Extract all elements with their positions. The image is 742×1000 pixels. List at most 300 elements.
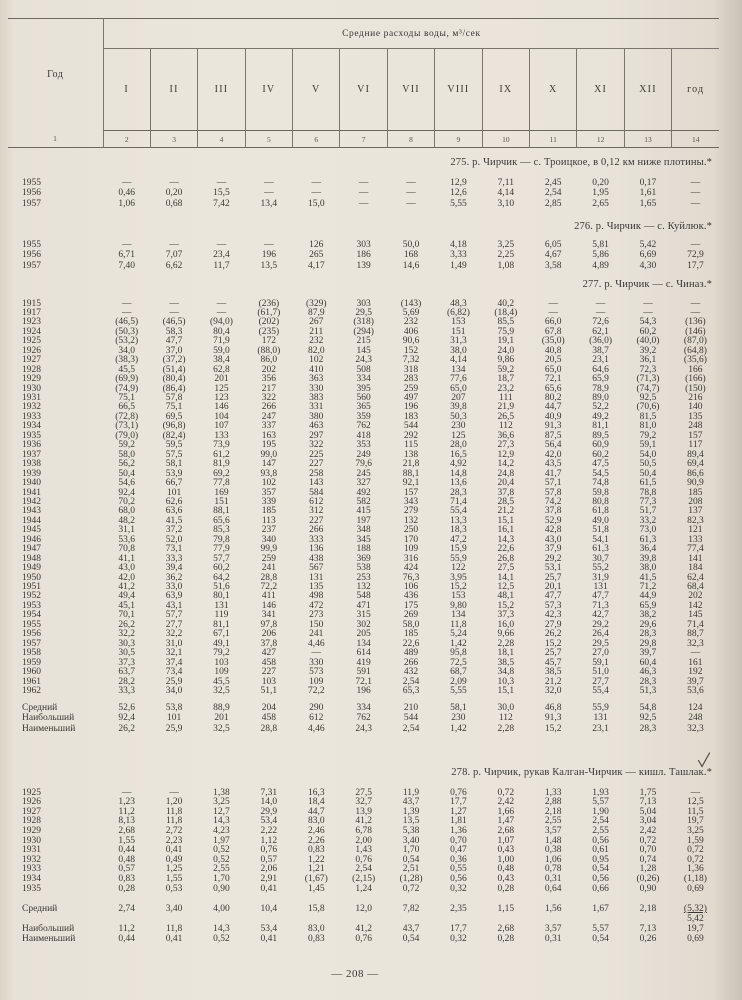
value-cell: 88,1 [402,468,420,479]
value-cell: 232 [309,336,324,347]
value-cell: 15,8 [307,904,325,914]
value-cell: 11,7 [213,260,230,271]
value-cell: 42,3 [544,610,562,621]
value-cell: 0,68 [165,198,183,209]
value-cell: 204 [261,703,276,713]
table-row [8,687,719,696]
value-cell: 249 [356,449,371,460]
value-cell: 7,11 [497,178,514,188]
value-cell: 762 [356,713,371,724]
value-cell: 1,36 [450,825,467,836]
value-cell: 161 [688,657,703,668]
year-cell: 1936 [22,440,41,451]
value-cell: 241 [261,563,276,574]
value-cell: 61,5 [639,478,657,489]
value-cell: 92,4 [118,487,135,498]
value-cell: 131 [214,600,229,611]
value-cell: 85,5 [497,317,515,328]
value-cell: 27,3 [497,440,515,451]
column-header: VII [387,49,434,131]
station-title: 277. р. Чирчик — с. Чиназ.* [582,279,712,290]
value-cell: 135 [688,411,703,422]
year-cell: 1937 [22,449,41,460]
value-cell: 57,3 [544,600,562,611]
year-cell: 1928 [22,816,41,827]
value-cell: 42,7 [592,610,609,621]
value-cell: 172 [261,336,276,347]
value-cell: 248 [688,421,703,432]
value-cell: 107 [214,421,229,432]
value-cell: 58,0 [402,619,420,630]
value-cell: 26,5 [497,411,515,422]
value-cell: 584 [309,487,324,498]
value-cell: 28,3 [450,487,467,498]
value-cell: 463 [309,421,324,432]
value-cell: 153 [451,317,466,328]
value-cell: 2,68 [118,825,135,836]
value-cell: 4,67 [544,250,562,261]
column-number: 1 [53,134,58,144]
value-cell: 283 [403,374,419,385]
value-cell: 23,1 [592,355,609,366]
year-cell: 1927 [22,355,41,366]
value-cell: 9,66 [497,629,515,640]
column-number: 4 [198,131,245,148]
value-cell: 303 [356,298,371,309]
value-cell: (94,0) [210,317,233,328]
value-cell: 2,06 [260,864,278,875]
year-cell: 1957 [22,260,41,271]
value-cell: 26,2 [118,723,135,734]
value-cell: 331 [309,402,324,413]
year-cell: 1927 [22,806,41,817]
value-cell: 59,8 [592,487,609,498]
value-cell: 37,0 [165,345,183,356]
value-cell: 591 [356,667,371,678]
value-cell: 18,3 [450,525,467,536]
value-cell: 33,3 [118,685,135,696]
value-cell: 7,13 [639,797,657,808]
value-cell: 2,51 [402,864,420,875]
annual-mean-note: 5,42 [687,914,704,924]
value-cell: 0,53 [165,883,183,894]
value-cell: 13,6 [450,478,467,489]
value-cell: 42,0 [118,572,135,583]
year-cell: 1942 [22,496,41,507]
value-cell: 97,8 [260,619,278,630]
column-header: XII [624,49,671,131]
value-cell: — [690,307,701,318]
value-cell: 43,5 [544,459,562,470]
value-cell: 89,4 [687,449,704,460]
value-cell: 47,7 [544,591,562,602]
value-cell: 1,55 [118,835,135,846]
value-cell: 186 [356,250,371,261]
value-cell: 27,5 [497,563,515,574]
value-cell: 163 [261,430,276,441]
summary-label: Наибольший [22,713,75,724]
value-cell: 21,2 [497,506,515,517]
value-cell: — [595,298,606,309]
station-title: 275. р. Чирчик — с. Троицкое, в 0,12 км ниже плотины.* [450,157,712,168]
column-number: 2 [103,131,150,148]
value-cell: 369 [356,553,371,564]
value-cell: — [216,178,227,188]
value-cell: 32,2 [165,629,183,640]
value-cell: 0,44 [118,934,135,944]
value-cell: 66,7 [165,478,183,489]
value-cell: 4,89 [592,260,609,271]
value-cell: 81,1 [213,619,230,630]
value-cell: 1,67 [592,904,609,914]
value-cell: 4,18 [450,240,467,250]
value-cell: 0,57 [260,854,278,865]
value-cell: 74,2 [544,496,562,507]
value-cell: 30,3 [118,638,135,649]
value-cell: 72,6 [592,317,609,328]
table-header [8,18,719,148]
value-cell: 0,52 [213,934,230,944]
value-cell: 492 [356,487,371,498]
value-cell: 89,5 [592,430,609,441]
value-cell: 29,6 [639,619,657,630]
value-cell: 322 [261,393,276,403]
value-cell: 315 [356,610,371,621]
value-cell: 55,2 [592,563,609,574]
value-cell: 1,47 [497,816,515,827]
value-cell: 19,7 [687,924,704,934]
value-cell: — [311,188,321,199]
value-cell: 12,5 [687,797,704,808]
value-cell: 54,3 [639,317,657,328]
value-cell: 6,62 [165,260,183,271]
value-cell: 237 [261,525,276,536]
value-cell: 146 [261,600,276,611]
value-cell: (36,0) [589,336,613,347]
value-cell: 0,56 [592,873,609,884]
value-cell: 192 [688,667,703,678]
value-cell: 71,3 [592,600,609,611]
value-cell: 227 [261,667,276,678]
value-cell: 77,9 [213,544,230,555]
value-cell: 31,0 [165,638,183,649]
value-cell: 17,7 [687,260,704,271]
value-cell: 432 [403,667,419,678]
value-cell: 99,0 [260,449,278,460]
value-cell: 26,4 [592,629,609,640]
value-cell: 59,2 [497,364,515,375]
value-cell: 3,25 [687,825,704,836]
value-cell: 0,31 [544,873,562,884]
value-cell: 81,5 [639,411,657,422]
value-cell: 72,2 [307,685,325,696]
value-cell: 185 [403,629,419,640]
value-cell: 27,7 [165,619,183,630]
year-cell: 1950 [22,572,41,583]
summary-label: Средний [22,904,58,914]
value-cell: 363 [309,374,324,385]
value-cell: 87,5 [544,430,562,441]
value-cell: 62,1 [592,326,609,337]
value-cell: 0,55 [450,864,467,875]
value-cell: 11,8 [165,806,183,817]
value-cell: 1,08 [497,260,515,271]
value-cell: 109 [309,676,324,687]
value-cell: (37,2) [162,355,186,366]
value-cell: 208 [688,496,703,507]
value-cell: 0,54 [402,854,420,865]
value-cell: 2,45 [544,178,562,188]
value-cell: 1,15 [497,904,515,914]
value-cell: 0,56 [450,873,467,884]
value-cell: 103 [261,676,276,687]
value-cell: 0,76 [260,845,278,856]
value-cell: 4,00 [213,904,230,914]
station-title: 276. р. Чирчик — с. Куйлюк.* [574,221,712,232]
value-cell: 168 [403,250,419,261]
value-cell: 28,3 [639,629,657,640]
value-cell: 1,38 [213,787,230,798]
value-cell: 1,90 [592,806,609,817]
value-cell: 58,1 [165,459,183,470]
year-cell: 1954 [22,610,41,621]
value-cell: 53,4 [260,816,278,827]
value-cell: 46,3 [639,667,657,678]
value-cell: (1,18) [683,873,707,884]
value-cell: (53,2) [115,336,139,347]
value-cell: 26,2 [544,629,562,640]
value-cell: 79,2 [213,648,230,659]
value-cell: 138 [403,449,419,460]
column-header: IX [482,49,529,131]
value-cell: 88,9 [213,703,230,713]
value-cell: 65,9 [639,600,657,611]
value-cell: 573 [309,667,324,678]
value-cell: 72,1 [355,676,372,687]
value-cell: 49,1 [213,638,230,649]
value-cell: 81,9 [213,459,230,470]
value-cell: (35,6) [683,355,707,366]
value-cell: 334 [356,703,371,713]
year-column-header: Год [47,69,64,81]
value-cell: 14,6 [402,260,420,271]
value-cell: 1,93 [592,787,609,798]
value-cell: 38,7 [592,345,609,356]
value-cell: 7,13 [639,924,657,934]
value-cell: 0,83 [307,934,325,944]
value-cell: 74,8 [592,478,609,489]
year-cell: 1926 [22,797,41,808]
value-cell: 14,3 [213,816,230,827]
value-cell: 45,7 [544,657,562,668]
value-cell: 25,9 [165,676,183,687]
value-cell: 34,0 [118,345,135,356]
value-cell: (35,0) [541,336,565,347]
value-cell: 32,0 [544,685,562,696]
value-cell: 52,9 [544,515,562,526]
value-cell: 2,28 [497,638,515,649]
value-cell: 86,0 [260,355,278,366]
value-cell: 92,5 [639,393,657,403]
value-cell: 12,0 [355,904,372,914]
value-cell: 341 [261,610,276,621]
value-cell: 51,6 [213,582,230,592]
value-cell: 0,52 [213,854,230,865]
value-cell: 1,28 [639,864,657,875]
value-cell: 318 [403,364,419,375]
table-row [8,199,719,209]
value-cell: 1,42 [450,723,467,734]
value-cell: 6,78 [355,825,372,836]
value-cell: 356 [261,374,276,385]
value-cell: 157 [403,487,419,498]
value-cell: — [406,188,416,199]
value-cell: 2,54 [402,723,420,734]
value-cell: 3,58 [544,260,562,271]
value-cell: 12,7 [213,806,230,817]
value-cell: 61,3 [639,534,657,545]
value-cell: 13,5 [260,260,278,271]
value-cell: 14,0 [260,797,278,808]
value-cell: 11,8 [165,816,183,827]
value-cell: 1,42 [450,638,467,649]
value-cell: 18,4 [307,797,325,808]
value-cell: — [358,198,369,209]
value-cell: 14,3 [213,924,230,934]
value-cell: (146) [685,326,706,337]
value-cell: 43,7 [402,924,420,934]
value-cell: 95,8 [450,648,467,659]
handwritten-check-mark [697,752,711,768]
year-cell: 1932 [22,402,41,413]
value-cell: 1,59 [687,835,704,846]
value-cell: (50,3) [115,326,139,337]
value-cell: 41,5 [639,572,657,583]
value-cell: 0,74 [639,854,657,865]
value-cell: 59,1 [639,440,657,451]
value-cell: 2,55 [544,816,562,827]
value-cell: — [690,648,701,659]
value-cell: 82,3 [687,515,704,526]
column-header: XI [577,49,624,131]
value-cell: 15,2 [544,638,562,649]
value-cell: 80,8 [592,496,609,507]
value-cell: 3,95 [450,572,467,583]
table-row [8,178,719,188]
value-cell: 2,54 [592,816,609,827]
value-cell: 2,25 [497,250,515,261]
value-cell: 54,5 [592,468,609,479]
value-cell: 140 [688,402,703,413]
value-cell: (96,8) [162,421,186,432]
value-cell: 41,2 [118,582,135,592]
value-cell: 5,24 [450,629,467,640]
value-cell: 28,5 [497,496,515,507]
year-cell: 1932 [22,854,41,865]
value-cell: 316 [403,553,419,564]
value-cell: 61,8 [592,506,609,517]
column-number: 13 [624,131,671,148]
value-cell: 12,6 [450,188,467,199]
value-cell: 5,69 [402,307,420,318]
value-cell: 151 [214,496,229,507]
value-cell: 259 [403,383,419,394]
value-cell: 36,6 [497,430,515,441]
value-cell: 16,5 [450,449,467,460]
value-cell: 135 [309,582,324,592]
value-cell: 57,7 [213,553,230,564]
value-cell: 11,8 [165,924,183,934]
value-cell: 53,1 [544,563,562,574]
value-cell: 24,3 [355,355,372,366]
value-cell: 45,5 [118,364,135,375]
value-cell: 411 [261,591,276,602]
year-cell: 1930 [22,383,41,394]
year-cell: 1956 [22,188,41,199]
value-cell: 65,0 [450,383,467,394]
value-cell: 6,05 [544,240,562,250]
summary-label: Наибольший [22,924,75,934]
value-cell: 24,8 [497,468,515,479]
value-cell: 258 [309,468,324,479]
value-cell: 1,27 [450,806,467,817]
value-cell: 24,3 [355,723,372,734]
value-cell: 241 [309,629,324,640]
value-cell: 185 [688,487,703,498]
value-cell: 104 [214,411,229,422]
value-cell: 58,3 [165,326,183,337]
value-cell: 16,0 [497,619,515,630]
value-cell: 131 [593,582,608,592]
summary-label: Наименьший [22,934,76,944]
value-cell: 54,8 [639,703,657,713]
column-header: III [198,49,245,131]
value-cell: 334 [356,374,371,385]
value-cell: 4,17 [307,260,325,271]
value-cell: 15,0 [307,198,325,209]
value-cell: — [643,298,653,309]
value-cell: 43,7 [402,797,420,808]
value-cell: 75,1 [165,402,183,413]
value-cell: 57,8 [165,393,183,403]
value-cell: 59,5 [165,440,183,451]
value-cell: 245 [356,468,371,479]
value-cell: 0,43 [497,845,515,856]
value-cell: 73,0 [639,525,657,536]
value-cell: 297 [309,430,324,441]
year-cell: 1957 [22,638,41,649]
value-cell: 134 [356,638,371,649]
value-cell: 112 [498,713,513,724]
value-cell: 498 [309,591,324,602]
value-cell: 3,25 [497,240,515,250]
value-cell: 0,47 [450,845,467,856]
value-cell: 22,6 [402,638,420,649]
value-cell: 184 [688,563,703,574]
value-cell: 406 [403,326,419,337]
value-cell: 230 [451,421,466,432]
value-cell: 33,0 [165,582,183,592]
value-cell: 53,8 [165,703,183,713]
value-cell: 45,1 [118,600,135,611]
value-cell: 61,2 [213,449,230,460]
value-cell: 2,42 [497,797,515,808]
value-cell: 150 [309,619,324,630]
table-row [8,250,719,260]
value-cell: — [121,178,132,188]
value-cell: 58,0 [118,449,135,460]
column-header: I [103,49,150,131]
